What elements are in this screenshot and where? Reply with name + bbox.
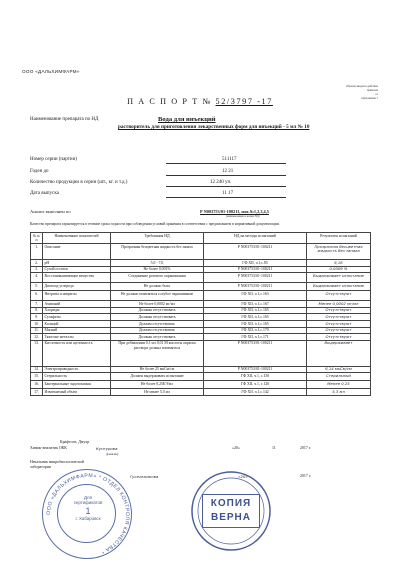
row-number: 7. bbox=[31, 301, 43, 308]
table-row bbox=[31, 340, 371, 366]
product-name-line: растворитель для приготовления лекарственных форм для инъекций - 5 мл № 10 bbox=[118, 123, 310, 130]
requirement: При добавлении 0,1 мл 0,01 М кислоты окраска раствора должна изменяться bbox=[111, 340, 204, 366]
nd-value: Р N003753/01-100211, изм.№1,2,3,4,5 bbox=[200, 209, 269, 214]
table-row bbox=[31, 307, 371, 314]
requirement: Не более 0,0002 мг/мл bbox=[111, 301, 204, 308]
copy-stamp bbox=[190, 470, 272, 552]
requirement: Не должно появляться голубое окрашивание bbox=[111, 291, 204, 301]
table-row bbox=[31, 314, 371, 321]
round-stamp-ring: ООО «ДАЛЬХИМФАРМ» * ОТДЕЛ КОНТРОЛЯ КАЧЕСТВА * bbox=[45, 472, 131, 555]
result: 6,16 bbox=[307, 260, 371, 267]
test-method: ГФ XII, ч.1, с.150 bbox=[204, 373, 307, 381]
analyst-year: 2017 г. bbox=[300, 446, 311, 450]
indicator-name: Стерильность bbox=[43, 373, 111, 381]
requirement: Прозрачная бесцветная жидкость без запаха bbox=[111, 244, 204, 260]
valid-value: 12 21 bbox=[222, 169, 234, 174]
release-date-underline bbox=[166, 197, 286, 198]
test-method: Р N003753/01-100211 bbox=[204, 366, 307, 373]
header-cell: Требования НД bbox=[111, 233, 204, 244]
table-row bbox=[31, 244, 371, 260]
requirement: 5,0 - 7,0 bbox=[111, 260, 204, 267]
qty-value: 12 240 уп. bbox=[210, 180, 232, 185]
header-cell: Результаты испытаний bbox=[307, 233, 371, 244]
requirement: Должны отсутствовать bbox=[111, 307, 204, 314]
row-number: 17. bbox=[31, 389, 43, 396]
row-number: 8. bbox=[31, 307, 43, 314]
test-method: ГФ XII, ч.1,с.165 bbox=[204, 307, 307, 314]
row-number: 15. bbox=[31, 373, 43, 381]
result: 6,14 мкСм/см bbox=[307, 366, 371, 373]
table-row bbox=[31, 320, 371, 327]
row-number: 3. bbox=[31, 266, 43, 273]
test-method: ГФ XII, ч.1,с.165 bbox=[204, 314, 307, 321]
copy-stamp-text: ВЕРНА bbox=[210, 512, 251, 523]
header-cell: Наименование показателей bbox=[43, 233, 111, 244]
results-table bbox=[30, 232, 371, 396]
stamp-line: Для bbox=[84, 495, 92, 500]
row-number: 14. bbox=[31, 366, 43, 373]
indicator-name: Кислотность или щелочность bbox=[43, 340, 111, 366]
test-method: ГФ XII, ч.1,с.85 bbox=[204, 260, 307, 267]
result: Выдерживает испытание bbox=[307, 283, 371, 291]
table-row bbox=[31, 266, 371, 273]
indicator-name: Сухой остаток bbox=[43, 266, 111, 273]
table-row bbox=[31, 301, 371, 308]
round-stamp-center bbox=[43, 495, 133, 521]
indicator-name: Магний bbox=[43, 327, 111, 334]
indicator-name: Сульфаты bbox=[43, 314, 111, 321]
approval-line: приложение 1 bbox=[361, 97, 378, 100]
test-method: Р N003753/01-100211 bbox=[204, 273, 307, 283]
requirement: Не более 0,25ЕЭ/мл bbox=[111, 381, 204, 389]
row-number: 12. bbox=[31, 334, 43, 341]
series-underline bbox=[166, 163, 286, 164]
title-prefix: П А С П О Р Т № bbox=[127, 97, 212, 106]
requirement: Не более 25 мкСм/см bbox=[111, 366, 204, 373]
row-number: 13. bbox=[31, 340, 43, 366]
test-method: ГФ XII, ч.1,с.167 bbox=[204, 301, 307, 308]
quality-statement: Качество препарата гарантируется в течение срока годности при соблюдении условий хранения в соответствии с предписанием в нормативной документации. bbox=[30, 222, 280, 226]
result: Прозрачная бесцветная жидкость без запаха bbox=[307, 244, 371, 260]
passport-number: 52/3797 -17 bbox=[215, 97, 273, 106]
requirement: Должны отсутствовать bbox=[111, 314, 204, 321]
result: Отсутствуют bbox=[307, 327, 371, 334]
document-title bbox=[0, 97, 400, 106]
test-method: ГФ XII, ч.1,с.171 bbox=[204, 334, 307, 341]
indicator-name: Аммоний bbox=[43, 301, 111, 308]
analyst-month: 11 bbox=[272, 446, 276, 450]
indicator-name: Тяжелые металлы bbox=[43, 334, 111, 341]
test-method: ГФ XII, ч.1,с.163 bbox=[204, 291, 307, 301]
release-date-label: Дата выпуска bbox=[30, 191, 59, 196]
valid-underline bbox=[166, 175, 286, 176]
valid-label: Годен до bbox=[30, 169, 49, 174]
row-number: 1. bbox=[31, 244, 43, 260]
row-number: 9. bbox=[31, 314, 43, 321]
lab-day: «20» bbox=[238, 474, 248, 479]
analyst-day: «20» bbox=[232, 446, 240, 450]
test-method: Р N003753/01-100211 bbox=[204, 244, 307, 260]
approval-line: приказом bbox=[366, 89, 378, 92]
table-row bbox=[31, 381, 371, 389]
indicator-name: Кальций bbox=[43, 320, 111, 327]
stamp-line: г. Хабаровск bbox=[75, 515, 101, 521]
indicator-name: Восстанавливающие вещества bbox=[43, 273, 111, 283]
result: Выдерживает bbox=[307, 340, 371, 366]
result: Отсутствуют bbox=[307, 307, 371, 314]
qty-label: Количество продукции в серии (шт., кг. и т.д.) bbox=[30, 180, 128, 185]
indicator-name: Хлориды bbox=[43, 307, 111, 314]
lab-name: Гусельникова bbox=[130, 474, 159, 479]
series-label: Номер серии (партии) bbox=[30, 157, 77, 162]
approval-line: от bbox=[375, 93, 378, 96]
qty-underline bbox=[166, 186, 286, 187]
result: Отсутствуют bbox=[307, 291, 371, 301]
row-number: 16. bbox=[31, 381, 43, 389]
table-row bbox=[31, 260, 371, 267]
table-row bbox=[31, 389, 371, 396]
requirement: Не менее 5,0 мл bbox=[111, 389, 204, 396]
result: Менее 0,25 bbox=[307, 381, 371, 389]
lab-year: 2017 г. bbox=[300, 474, 311, 478]
result: Стерильный bbox=[307, 373, 371, 381]
test-method: ГФ XII, ч.1,с.142 bbox=[204, 389, 307, 396]
test-method: Р N003753/01-100211 bbox=[204, 266, 307, 273]
indicator-name: Описание bbox=[43, 244, 111, 260]
company-name: ООО «ДАЛЬХИМФАРМ» bbox=[22, 69, 80, 74]
lab-label-2: лаборатории bbox=[30, 465, 51, 469]
table-header-row bbox=[31, 233, 371, 244]
chemist-name: Крафтсон, Дмухр bbox=[60, 440, 90, 444]
analyst-name: Кунгурова bbox=[96, 446, 118, 451]
test-method: Р N003753/01-100211 bbox=[204, 283, 307, 291]
release-date-value: 11 17 bbox=[222, 191, 234, 196]
row-number: 2. bbox=[31, 260, 43, 267]
table-row bbox=[31, 366, 371, 373]
result: Отсутствуют bbox=[307, 320, 371, 327]
requirement: Должен отсутствовать bbox=[111, 327, 204, 334]
nd-label: Анализ выполнен по bbox=[30, 209, 71, 214]
table-row bbox=[31, 373, 371, 381]
indicator-name: pH bbox=[43, 260, 111, 267]
table-row bbox=[31, 334, 371, 341]
copy-stamp-text: КОПИЯ bbox=[210, 498, 252, 509]
indicator-name: Нитраты и нитриты bbox=[43, 291, 111, 301]
analyst-role: (фамилия) bbox=[106, 453, 119, 456]
test-method: ГФ XII, ч.1,с.170 bbox=[204, 327, 307, 334]
requirement: Соединение розового окрашивания bbox=[111, 273, 204, 283]
indicator-name: Диоксид углерода bbox=[43, 283, 111, 291]
round-stamp bbox=[42, 469, 132, 559]
product-name bbox=[118, 116, 370, 132]
result: 0,0009 % bbox=[307, 266, 371, 273]
lab-label: Начальник микробиологической bbox=[30, 460, 84, 464]
stamp-line: 1 bbox=[85, 505, 91, 516]
result: Выдерживает испытание bbox=[307, 273, 371, 283]
analyst-label: Химик-аналитик ОКК bbox=[30, 446, 67, 450]
row-number: 4. bbox=[31, 273, 43, 283]
result: Отсутствуют bbox=[307, 334, 371, 341]
table-body bbox=[31, 244, 371, 396]
requirement: Не должно быть bbox=[111, 283, 204, 291]
requirement: Должен отсутствовать bbox=[111, 320, 204, 327]
table-row bbox=[31, 327, 371, 334]
row-number: 6. bbox=[31, 291, 43, 301]
series-value: 511117 bbox=[222, 157, 237, 162]
requirement: Должны отсутствовать bbox=[111, 334, 204, 341]
result: 5,3 мл bbox=[307, 389, 371, 396]
approval-line: Образец введен в действие bbox=[345, 85, 378, 88]
result: Отсутствуют bbox=[307, 314, 371, 321]
indicator-name: Извлекаемый объем bbox=[43, 389, 111, 396]
nd-note: (наименование и номер НД) bbox=[226, 215, 260, 218]
table-row bbox=[31, 283, 371, 291]
indicator-name: Электропроводность bbox=[43, 366, 111, 373]
requirement: Не более 0,001% bbox=[111, 266, 204, 273]
table-row bbox=[31, 291, 371, 301]
row-number: 10. bbox=[31, 320, 43, 327]
requirement: Должен выдерживать испытание bbox=[111, 373, 204, 381]
row-number: 5. bbox=[31, 283, 43, 291]
indicator-name: Бактериальные эндотоксины bbox=[43, 381, 111, 389]
test-method: Р N003753/01-100211 bbox=[204, 340, 307, 366]
product-label: Наименование препарата по НД bbox=[30, 117, 99, 122]
test-method: ГФ XII, ч.1, с.120 bbox=[204, 381, 307, 389]
test-method: ГФ XII, ч.1,с.165 bbox=[204, 320, 307, 327]
result: Менее 0,0002 мг/мл bbox=[307, 301, 371, 308]
header-cell: № п/п bbox=[31, 233, 43, 244]
row-number: 11. bbox=[31, 327, 43, 334]
product-name-line: Вода для инъекций bbox=[158, 116, 216, 123]
stamp-line: сертификатов bbox=[73, 500, 103, 506]
table-row bbox=[31, 273, 371, 283]
header-cell: НД на методы испытаний bbox=[204, 233, 307, 244]
